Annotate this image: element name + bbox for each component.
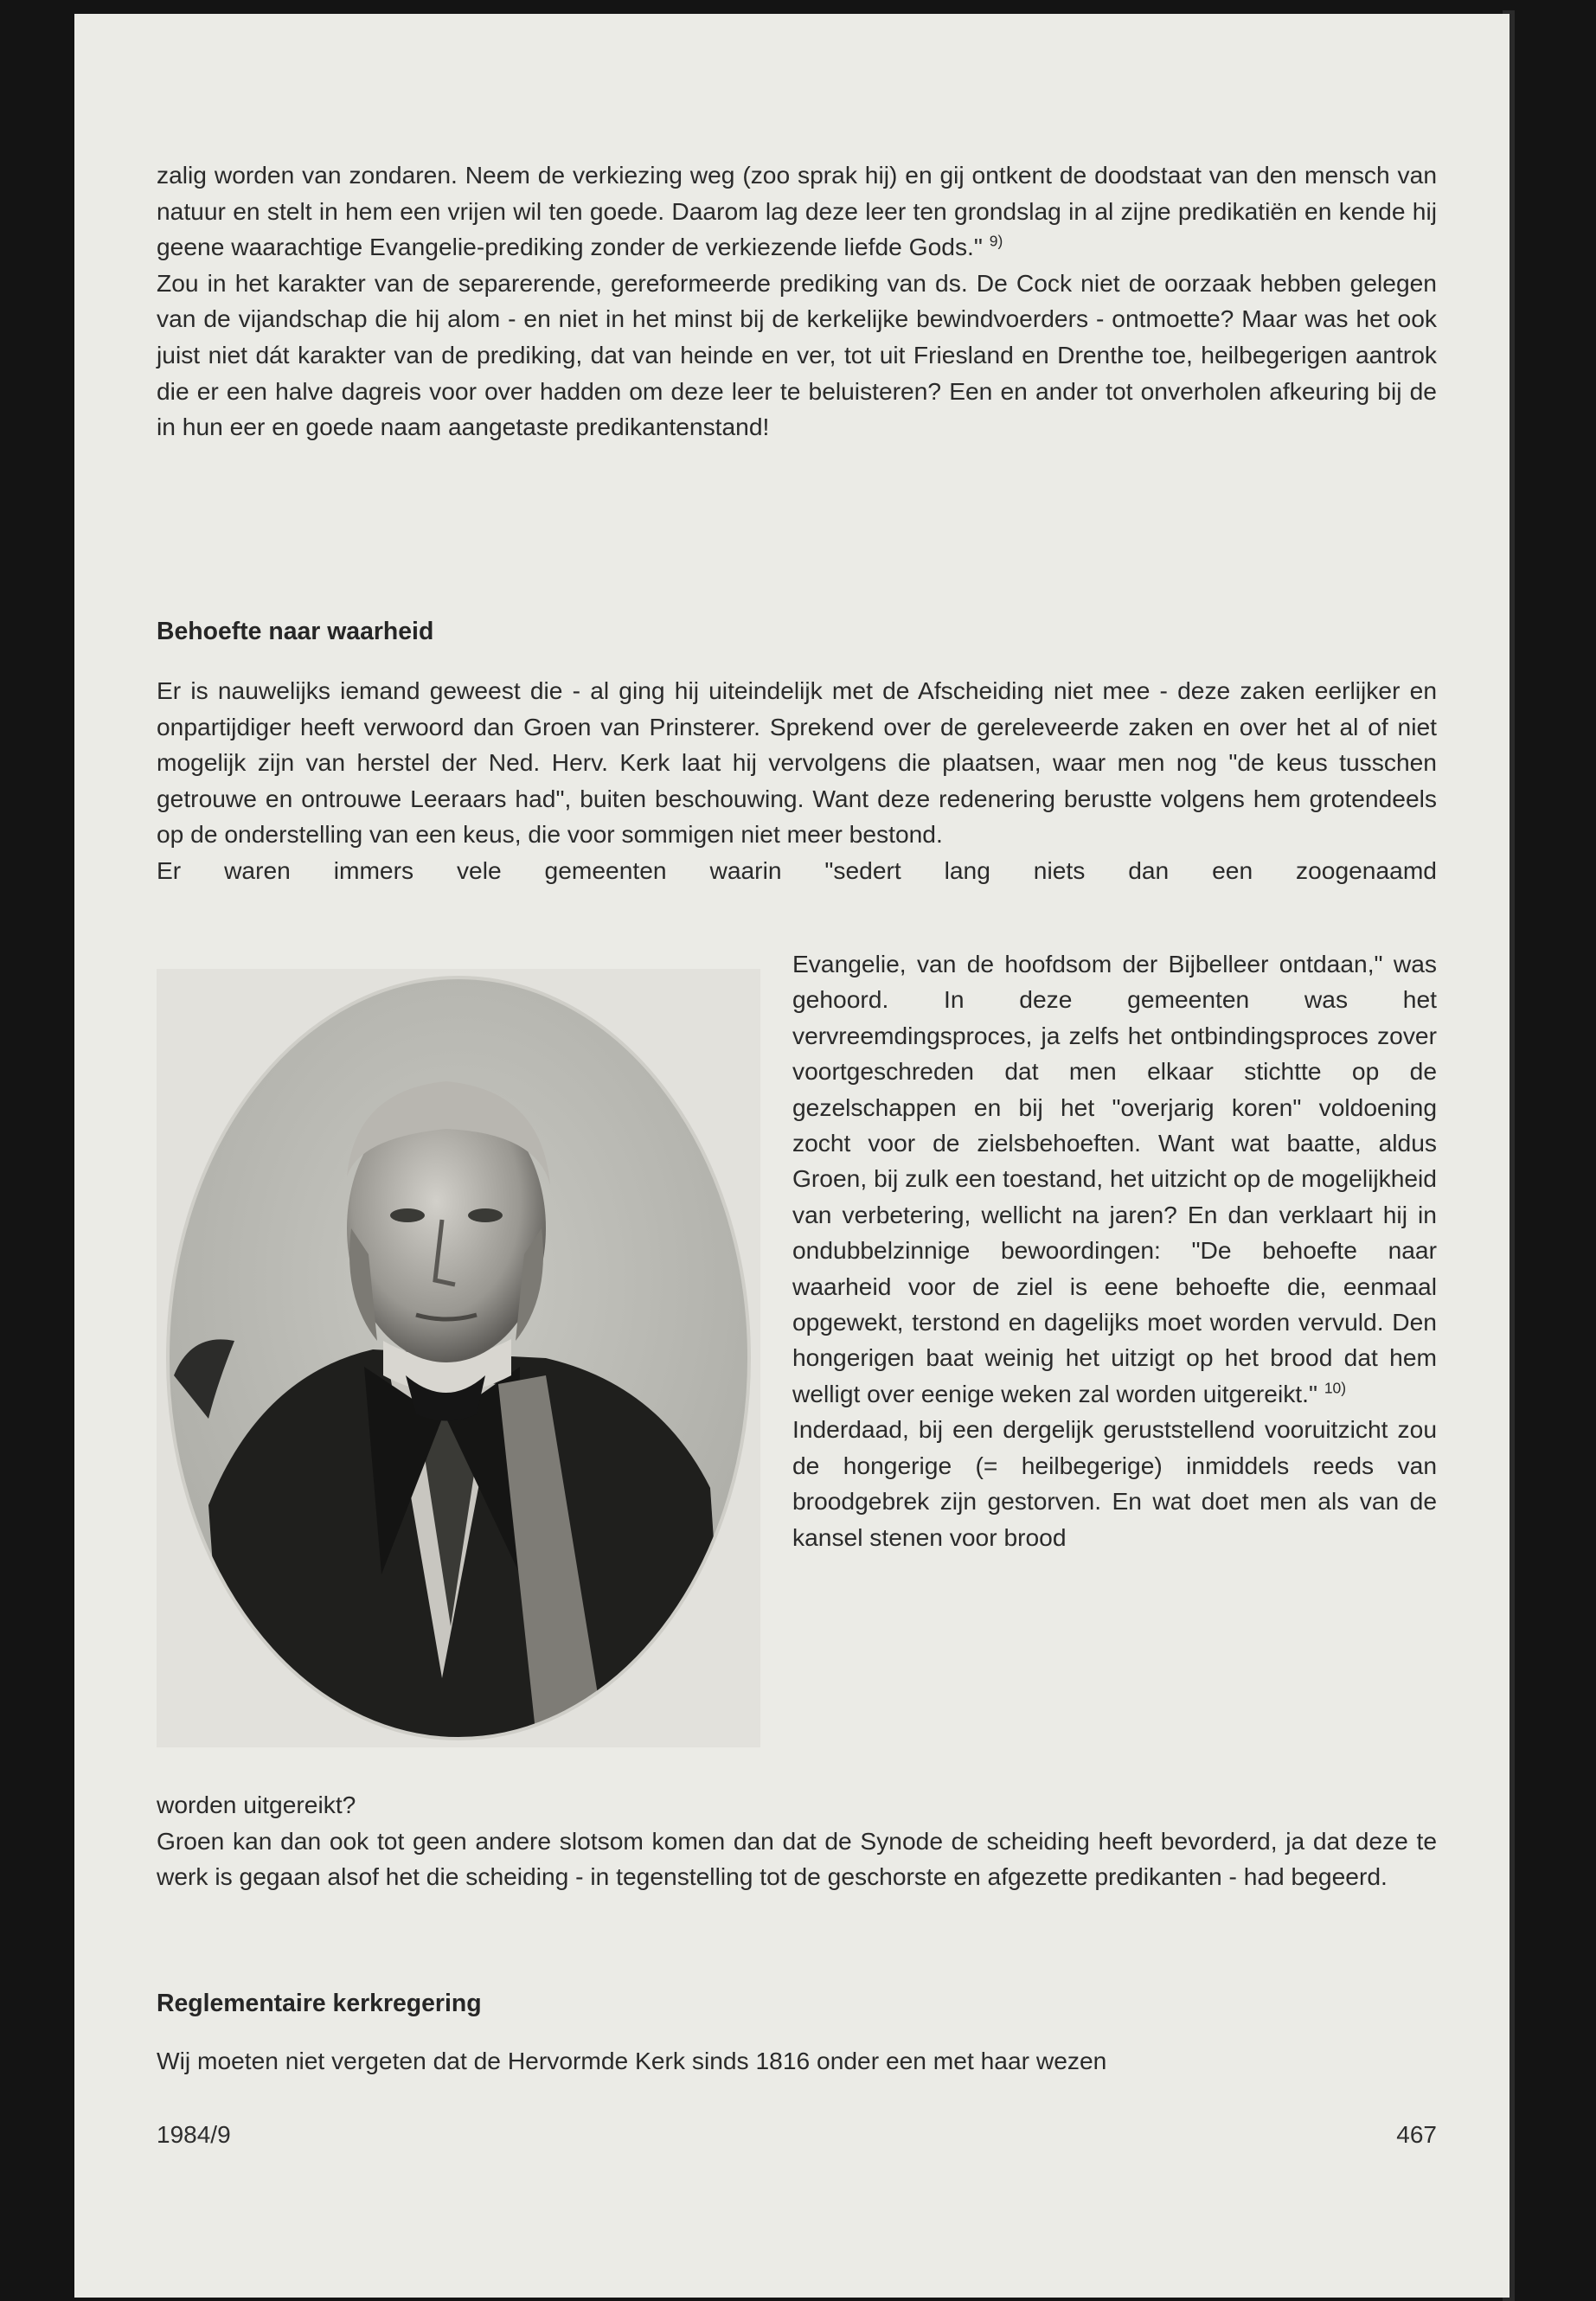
section1-closing-block [157,1787,1437,1895]
paragraph [157,157,1437,266]
paragraph: Groen kan dan ook tot geen andere slotsom komen dan dat de Synode de scheiding heeft bevorderd, ja dat deze te werk is gegaan alsof het die scheiding - in tegenstelling tot de geschorste en afgezette predikanten - had begeerd. [157,1826,1437,1891]
paragraph: Er is nauwelijks iemand geweest die - al ging hij uiteindelijk met de Afscheiding niet mee - deze zaken eerlijker en onpartijdiger heeft verwoord dan Groen van Prinsterer. Sprekend over de gereleveerde zaken en over het al of niet mogelijk zijn van herstel der Ned. Herv. Kerk laat hij vervolgens die plaatsen, waar men nog "de keus tusschen getrouwe en ontrouwe Leeraars had", buiten beschouwing. Want deze redenering berustte volgens hem grotendeels op de onderstelling van een keus, die voor sommigen niet meer bestond. [157,676,1437,849]
page-number: 467 [1396,2121,1437,2148]
paragraph-text: zalig worden van zondaren. Neem de verkiezing weg (zoo sprak hij) en gij ontkent de doodstaat van den mensch van natuur en stelt in hem een vrijen wil ten goede. Daarom lag deze leer ten grondslag in al zijne predikatiën en kende hij geene waarachtige Evangelie-prediking zonder de verkiezende liefde Gods." [157,161,1437,261]
portrait-photo [157,969,760,1747]
section2-text-block [157,2043,1437,2080]
footnote-ref: 10) [1324,1379,1347,1397]
paragraph: worden uitgereikt? [157,1791,356,1818]
paragraph: Wij moeten niet vergeten dat de Hervormde Kerk sinds 1816 onder een met haar wezen [157,2047,1107,2074]
top-text-block [157,157,1437,445]
document-page [74,14,1509,2298]
paragraph-text: Evangelie, van de hoofdsom der Bijbelleer ontdaan," was gehoord. In deze gemeenten was het vervreemdingsproces, ja zelfs het ontbindingsproces zover voortgeschreden dat men elkaar stichtte op de gezelschappen en bij het "overjarig koren" voldoening zocht voor de zielsbehoeften. Want wat baatte, aldus Groen, bij zulk een toestand, het uitzicht op de mogelijkheid van verbetering, wellicht na jaren? En dan verklaart hij in ondubbelzinnige bewoordingen: "De behoefte naar waarheid voor de ziel is eene behoefte die, eenmaal opgewekt, terstond en dagelijks moet worden vervuld. Den hongerigen baat weinig het uitzigt op het brood dat hem welligt over eenige weken zal worden uitgereikt." [792,950,1437,1407]
paragraph [792,946,1437,1412]
paragraph-lead: Er waren immers vele gemeenten waarin "sedert lang niets dan een zoogenaamd [157,856,1437,884]
paragraph: Zou in het karakter van de separerende, gereformeerde prediking van ds. De Cock niet de oorzaak hebben gelegen van de vijandschap die hij alom - en niet in het minst bij de kerkelijke bewindvoerders - ontmoette? Maar was het ook juist niet dát karakter van de prediking, dat van heinde en ver, tot uit Friesland en Drenthe toe, heilbegerigen aantrok die er een halve dagreis voor over hadden om deze leer te beluisteren? Een en ander tot onverholen afkeuring bij de in hun eer en goede naam aangetaste predikantenstand! [157,268,1437,441]
wrapped-text-column [792,946,1437,1555]
issue-number: 1984/9 [157,2121,231,2148]
footnote-ref: 9) [989,232,1003,250]
section1-text-block [157,673,1437,889]
section-heading: Reglementaire kerkregering [157,1990,482,2017]
section-heading: Behoefte naar waarheid [157,618,434,645]
paragraph: Inderdaad, bij een dergelijk geruststellend vooruitzicht zou de hongerige (= heilbegerige) inmiddels reeds van broodgebrek zijn gestorven. En wat doet men als van de kansel stenen voor brood [792,1415,1437,1551]
